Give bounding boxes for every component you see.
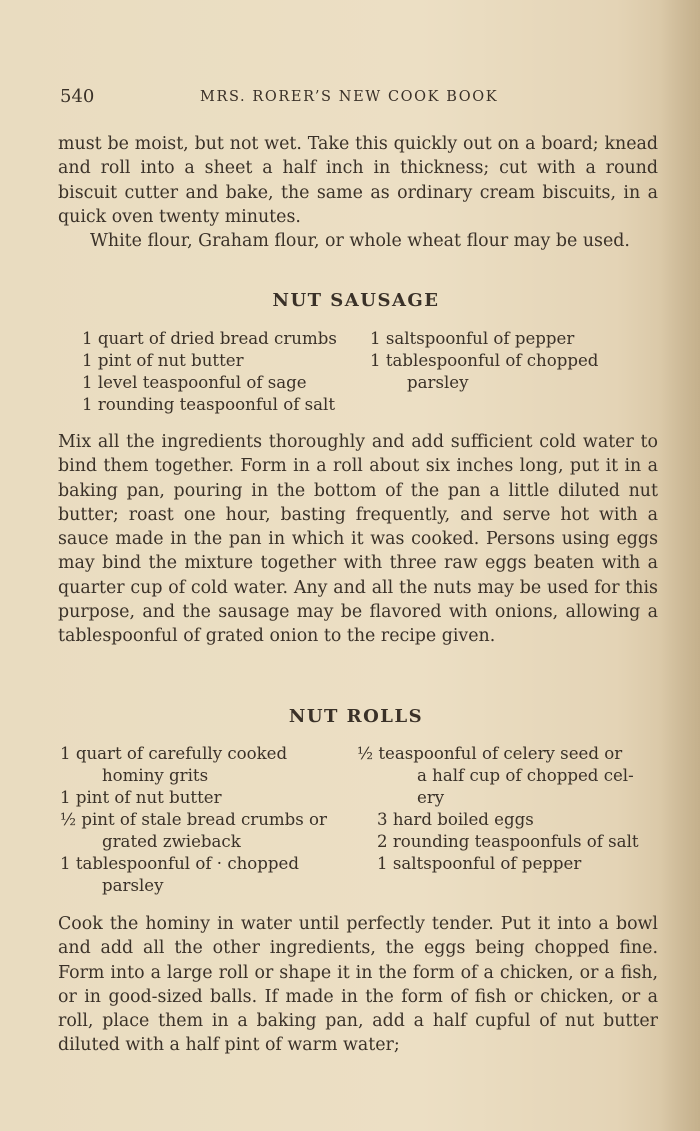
ingredient-line: 1 level teaspoonful of sage bbox=[82, 373, 307, 392]
intro-paragraph: must be moist, but not wet. Take this quickly out on a board; knead and roll into a sheet a half inch in thickness; cut with a round biscuit cutter and bake, the same as ordinary cream biscuits, in a quick oven twenty minutes. bbox=[58, 134, 658, 227]
ingredient-line: 1 tablespoonful of chopped bbox=[370, 351, 599, 370]
ingredient-line: 3 hard boiled eggs bbox=[377, 810, 534, 829]
ingredient-line: 1 tablespoonful of · chopped bbox=[60, 854, 299, 873]
ingredient-line: 1 pint of nut butter bbox=[82, 351, 244, 370]
ingredient-continuation: grated zwieback bbox=[102, 832, 241, 851]
nut-rolls-title: NUT ROLLS bbox=[288, 706, 424, 727]
ingredient-line: 2 rounding teaspoonfuls of salt bbox=[377, 832, 639, 851]
book-title: MRS. RORER’S NEW COOK BOOK bbox=[200, 89, 499, 105]
nut-rolls-method: Cook the hominy in water until perfectly tender. Put it into a bowl and add all the other ingredients, the eggs being chopped fine. Form into a large roll or shape it in the form of a chicken, or a fish, or in good-sized balls. If made in the form of fish or chicken, or a roll, place them in a baking pan, add a half cupful of nut butter diluted with a half pint of warm water; bbox=[58, 914, 658, 1056]
ingredient-line: 1 saltspoonful of pepper bbox=[370, 329, 575, 348]
nut-sausage-method: Mix all the ingredients thoroughly and add sufficient cold water to bind them together. Form in a roll about six inches long, put it in a baking pan, pouring in the bottom of the pan a little diluted nut butter; roast one hour, basting frequently, and serve hot with a sauce made in the pan in which it was cooked. Persons using eggs may bind the mixture together with three raw eggs beaten with a quarter cup of cold water. Any and all the nuts may be used for this purpose, and the sausage may be flavored with onions, allowing a tablespoonful of grated onion to the recipe given. bbox=[58, 432, 658, 647]
ingredient-continuation: a half cup of chopped cel- bbox=[417, 766, 634, 785]
ingredient-line: 1 pint of nut butter bbox=[60, 788, 222, 807]
flour-note: White flour, Graham flour, or whole wheat flour may be used. bbox=[90, 231, 630, 251]
nut-sausage-ingredients-left bbox=[82, 328, 337, 416]
ingredient-line: 1 rounding teaspoonful of salt bbox=[82, 395, 336, 414]
ingredient-line: 1 saltspoonful of pepper bbox=[377, 854, 582, 873]
running-header bbox=[60, 86, 660, 110]
nut-rolls-ingredients-left bbox=[60, 743, 327, 897]
ingredient-continuation: parsley bbox=[407, 373, 469, 392]
ingredient-continuation: ery bbox=[417, 788, 445, 807]
ingredient-line: ½ pint of stale bread crumbs or bbox=[60, 810, 327, 829]
ingredient-continuation: hominy grits bbox=[102, 766, 209, 785]
nut-sausage-title: NUT SAUSAGE bbox=[272, 290, 440, 311]
page-edge-shadow bbox=[660, 0, 700, 1131]
ingredient-continuation: parsley bbox=[102, 876, 164, 895]
ingredient-line: 1 quart of dried bread crumbs bbox=[82, 329, 337, 348]
nut-sausage-ingredients-right bbox=[370, 328, 598, 394]
page-number: 540 bbox=[60, 86, 95, 107]
ingredient-line: 1 quart of carefully cooked bbox=[60, 744, 288, 763]
nut-rolls-ingredients-right bbox=[357, 743, 639, 875]
ingredient-line: ½ teaspoonful of celery seed or bbox=[357, 744, 623, 763]
